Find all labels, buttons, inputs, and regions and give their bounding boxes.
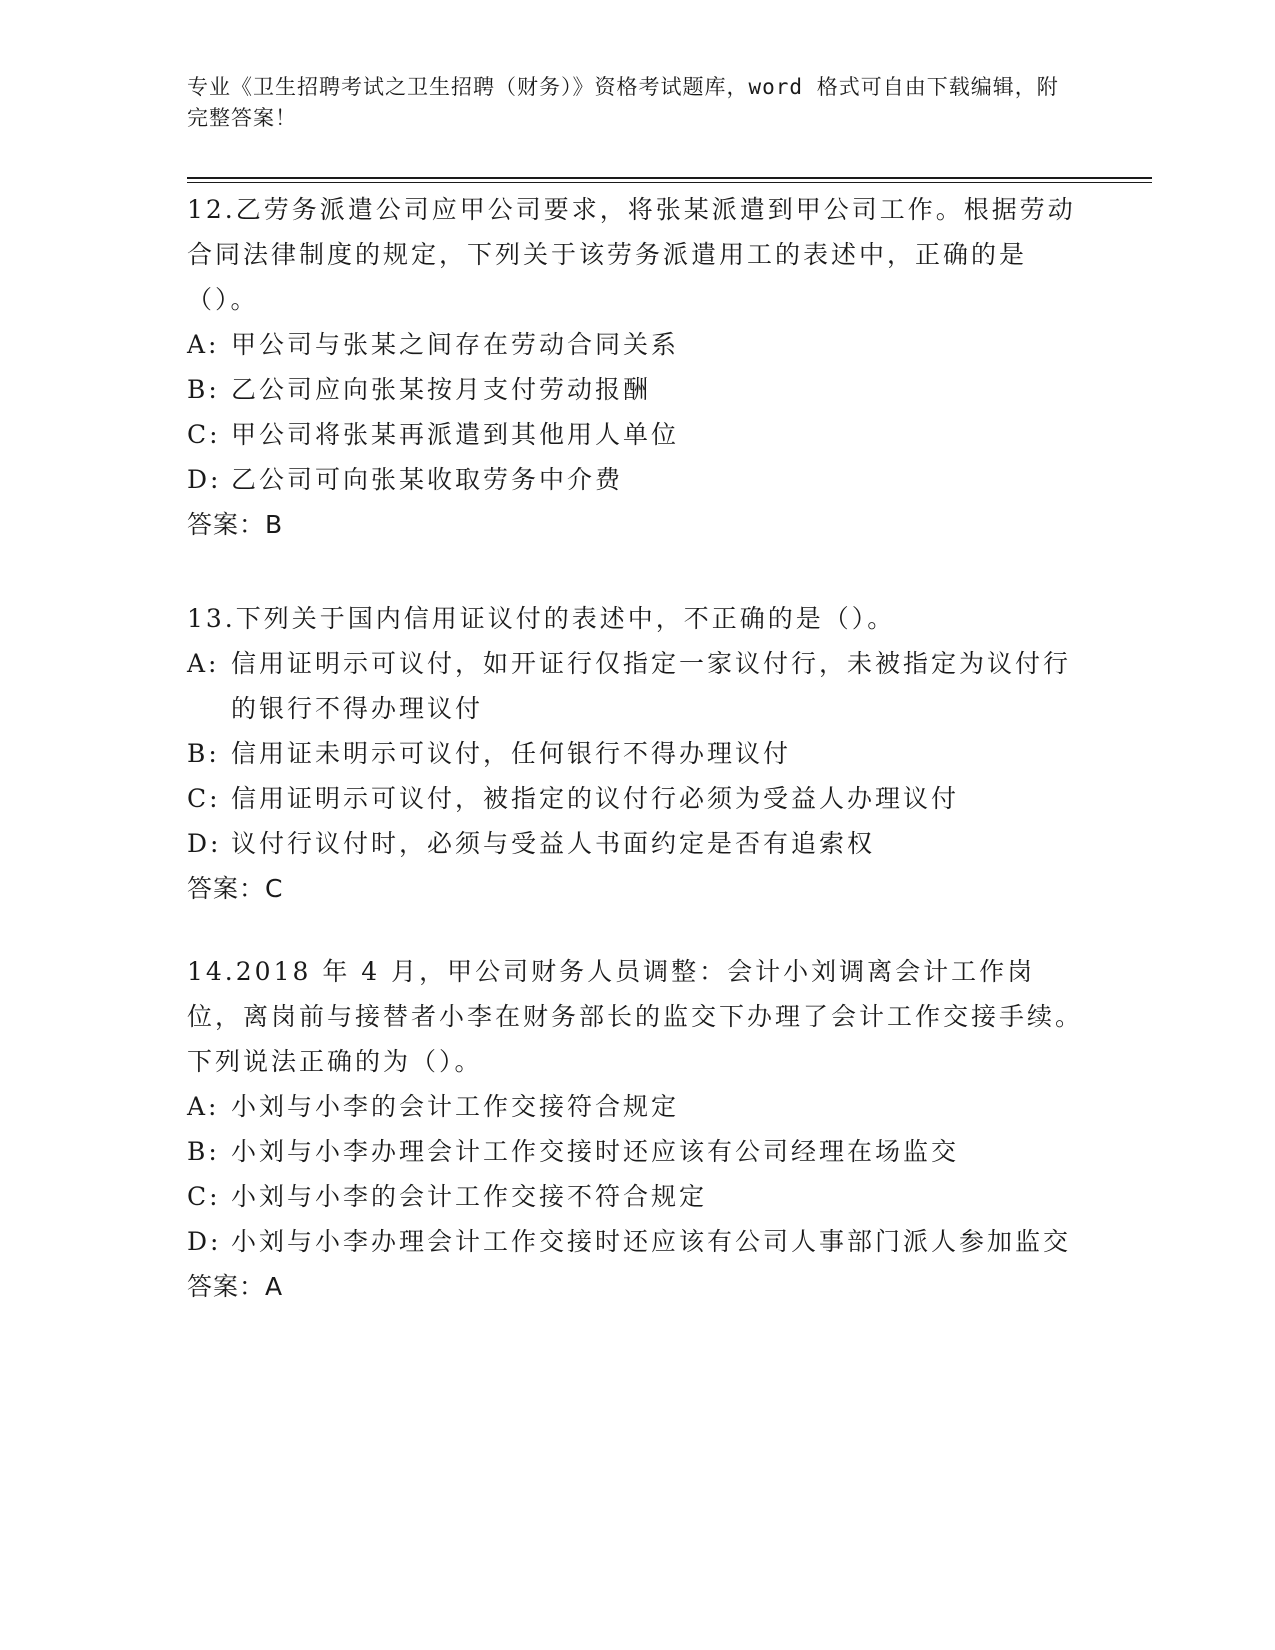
option-text: 小刘与小李的会计工作交接不符合规定 bbox=[231, 1182, 708, 1211]
option-b bbox=[187, 1129, 1087, 1174]
option-b bbox=[187, 731, 1087, 776]
option-a bbox=[187, 1084, 1087, 1129]
document-header: 专业《卫生招聘考试之卫生招聘（财务）》资格考试题库，word 格式可自由下载编辑，附完整答案！ bbox=[187, 75, 1059, 130]
option-key: C: bbox=[187, 784, 221, 813]
option-key: D: bbox=[187, 829, 222, 858]
option-key: C: bbox=[187, 1182, 221, 1211]
option-d bbox=[187, 1219, 1087, 1264]
option-key: A: bbox=[187, 1092, 220, 1121]
header-divider-thick bbox=[187, 177, 1152, 179]
option-key: A: bbox=[187, 330, 220, 359]
option-a bbox=[187, 322, 1087, 367]
option-text: 信用证明示可议付，被指定的议付行必须为受益人办理议付 bbox=[231, 784, 960, 813]
answer-label: 答案：A bbox=[187, 1272, 284, 1301]
question-14 bbox=[187, 949, 1087, 1309]
option-key: B: bbox=[187, 739, 220, 768]
option-text: 小刘与小李的会计工作交接符合规定 bbox=[231, 1092, 680, 1121]
question-stem: 13.下列关于国内信用证议付的表述中，不正确的是（）。 bbox=[187, 604, 896, 633]
option-text: 议付行议付时，必须与受益人书面约定是否有追索权 bbox=[231, 829, 876, 858]
question-13 bbox=[187, 596, 1087, 911]
option-text: 小刘与小李办理会计工作交接时还应该有公司经理在场监交 bbox=[231, 1137, 960, 1166]
option-c bbox=[187, 776, 1087, 821]
option-text: 小刘与小李办理会计工作交接时还应该有公司人事部门派人参加监交 bbox=[231, 1227, 1072, 1256]
option-c bbox=[187, 1174, 1087, 1219]
option-key: B: bbox=[187, 1137, 220, 1166]
question-stem: 14.2018 年 4 月，甲公司财务人员调整：会计小刘调离会计工作岗位，离岗前与接替者小李在财务部长的监交下办理了会计工作交接手续。下列说法正确的为（）。 bbox=[187, 957, 1084, 1076]
header-divider-thin bbox=[187, 182, 1152, 183]
option-d bbox=[187, 457, 1087, 502]
option-a bbox=[187, 641, 1087, 731]
option-d bbox=[187, 821, 1087, 866]
option-text: 甲公司与张某之间存在劳动合同关系 bbox=[231, 330, 680, 359]
option-text: 乙公司应向张某按月支付劳动报酬 bbox=[231, 375, 652, 404]
question-12 bbox=[187, 187, 1087, 547]
option-key: A: bbox=[187, 649, 220, 678]
question-stem: 12.乙劳务派遣公司应甲公司要求，将张某派遣到甲公司工作。根据劳动合同法律制度的规定，下列关于该劳务派遣用工的表述中，正确的是（）。 bbox=[187, 195, 1076, 314]
option-key: B: bbox=[187, 375, 220, 404]
option-text: 信用证未明示可议付，任何银行不得办理议付 bbox=[231, 739, 792, 768]
option-b bbox=[187, 367, 1087, 412]
option-key: D: bbox=[187, 465, 222, 494]
option-text: 信用证明示可议付，如开证行仅指定一家议付行，未被指定为议付行的银行不得办理议付 bbox=[231, 649, 1072, 723]
option-key: C: bbox=[187, 420, 221, 449]
option-text: 甲公司将张某再派遣到其他用人单位 bbox=[231, 420, 680, 449]
answer-label: 答案：B bbox=[187, 510, 284, 539]
option-text: 乙公司可向张某收取劳务中介费 bbox=[231, 465, 624, 494]
option-key: D: bbox=[187, 1227, 222, 1256]
option-c bbox=[187, 412, 1087, 457]
answer-label: 答案：C bbox=[187, 874, 284, 903]
